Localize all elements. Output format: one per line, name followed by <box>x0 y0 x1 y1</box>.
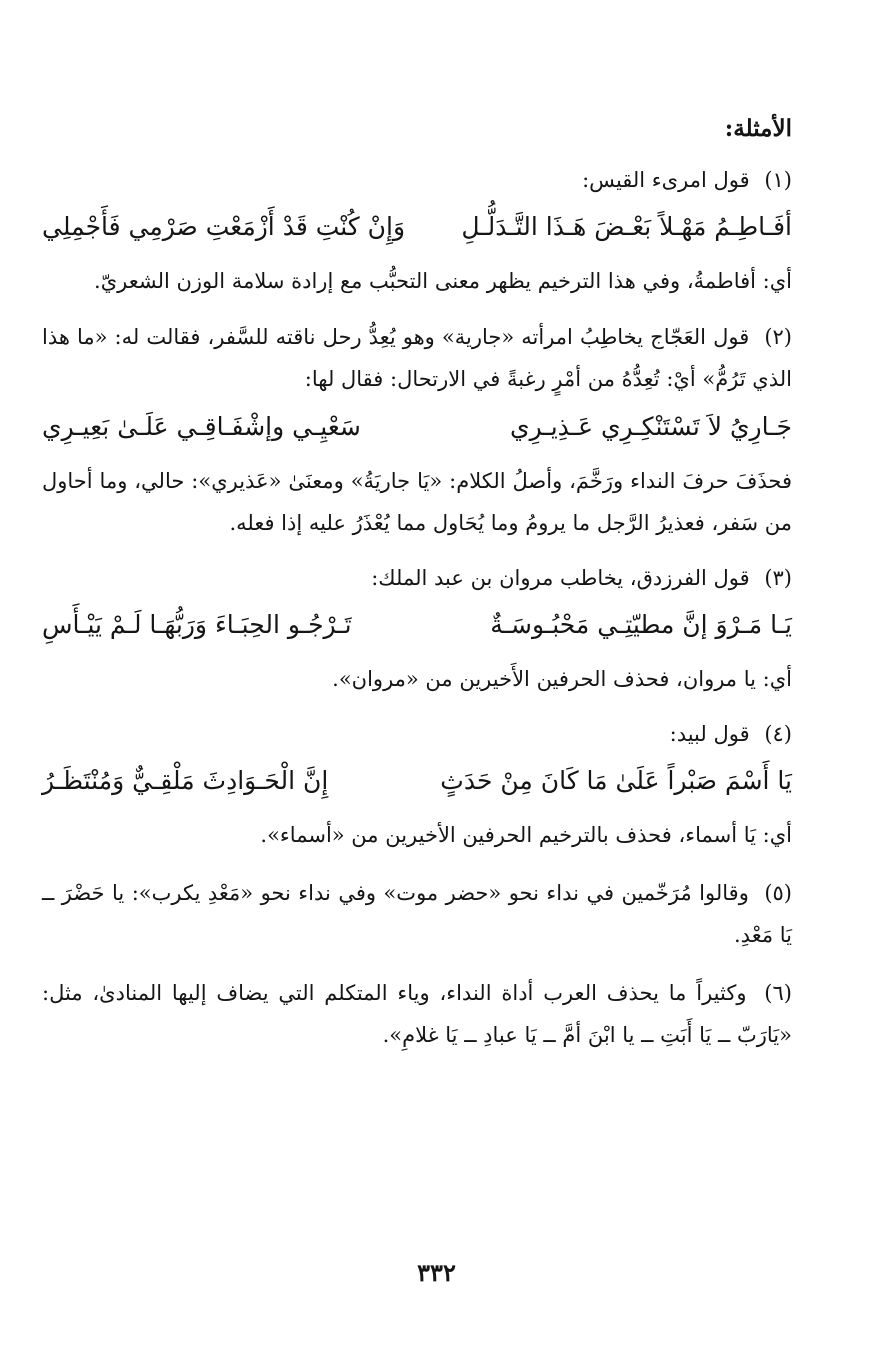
example-5 <box>42 872 792 956</box>
example-number: (٦) <box>764 981 792 1005</box>
example-2-intro <box>42 316 792 400</box>
example-number: (٢) <box>764 325 792 349</box>
example-intro-text: قول لبيد: <box>669 722 750 746</box>
verse-first-hemistich: يَـا مَـرْوَ إنَّ مطيّتِـي مَحْبُـوسَـةٌ <box>490 610 792 639</box>
example-3-gloss: أي: يا مروان، فحذف الحرفين الأَخيرين من «مروان». <box>332 667 792 691</box>
verse-second-hemistich: سَعْيِـي وإشْفَـاقِـي عَلَـىٰ بَعِيـرِي <box>42 412 361 441</box>
example-intro-text: قول امرىء القيس: <box>582 168 750 192</box>
example-number: (٤) <box>764 722 792 746</box>
verse-first-hemistich: جَـارِيُ لاَ تَسْتَنْكِـرِي عَـذِيـرِي <box>510 412 792 441</box>
example-number: (٥) <box>764 881 792 905</box>
verse-first-hemistich: يَا أَسْمَ صَبْراً عَلَىٰ مَا كَانَ مِنْ حَدَثٍ <box>440 766 792 795</box>
example-number: (١) <box>764 168 792 192</box>
example-text: وقالوا مُرَخّمين في نداء نحو «حضر موت» وفي نداء نحو «مَعْدِ يكرب»: يا حَضْرَ ــ يَا مَعْدِ. <box>42 881 792 947</box>
page-body <box>42 112 792 1056</box>
example-text: وكثيراً ما يحذف العرب أداة النداء، وياء المتكلم التي يضاف إليها المنادىٰ، مثل: «يَارَبّ ــ يَا أَبَتِ ــ يا ابْنَ أمَّ ــ يَا عبادِ ــ يَا غلامِ». <box>42 981 792 1047</box>
verse-line <box>42 600 792 650</box>
verse-line <box>42 402 792 452</box>
verse-second-hemistich: تَـرْجُـو الحِبَـاءَ وَرَبُّهَـا لَـمْ يَيْـأَسِ <box>42 610 352 639</box>
verse-first-hemistich: أفَـاطِـمُ مَهْـلاً بَعْـضَ هَـذَا التَّـدَلُّـلِ <box>461 212 792 241</box>
page-number: ٣٣٢ <box>417 1258 456 1287</box>
example-6 <box>42 972 792 1056</box>
example-1-intro <box>42 160 792 200</box>
verse-line <box>42 202 792 252</box>
example-4-intro <box>42 714 792 754</box>
section-heading: الأمثلة: <box>724 115 792 142</box>
example-2-gloss: فحذَفَ حرفَ النداء ورَخَّمَ، وأصلُ الكلام: «يَا جاريَةُ» ومعنَىٰ «عَذيري»: حالي، وما أحاول من سَفر، فعذيرُ الرَّجل ما يرومُ وما يُحَاول مما يُعْذَرُ عليه إذا فعله. <box>42 469 792 535</box>
example-4-gloss: أي: يَا أسماء، فحذف بالترخيم الحرفين الأخيرين من «أسماء». <box>260 823 792 847</box>
example-intro-text: قول العَجّاج يخاطِبُ امرأته «جارية» وهو يُعِدُّ رحل ناقته للسَّفر، فقالت له: «ما هذا الذي تَرُمُّ» أيْ: تُعِدُّهُ من أمْرٍ رغبةً في الارتحال: فقال لها: <box>42 325 792 391</box>
example-3-intro <box>42 558 792 598</box>
example-1-gloss: أي: أفاطمةُ، وفي هذا الترخيم يظهر معنى التحبُّب مع إرادة سلامة الوزن الشعريّ. <box>94 269 792 293</box>
example-number: (٣) <box>764 566 792 590</box>
verse-second-hemistich: إِنَّ الْحَـوَادِثَ مَلْقِـيٌّ وَمُنْتَظَـرُ <box>42 766 329 795</box>
verse-line <box>42 756 792 806</box>
example-intro-text: قول الفرزدق، يخاطب مروان بن عبد الملك: <box>371 566 750 590</box>
verse-second-hemistich: وَإِنْ كُنْتِ قَدْ أَزْمَعْتِ صَرْمِي فَأَجْمِلِي <box>42 212 406 241</box>
